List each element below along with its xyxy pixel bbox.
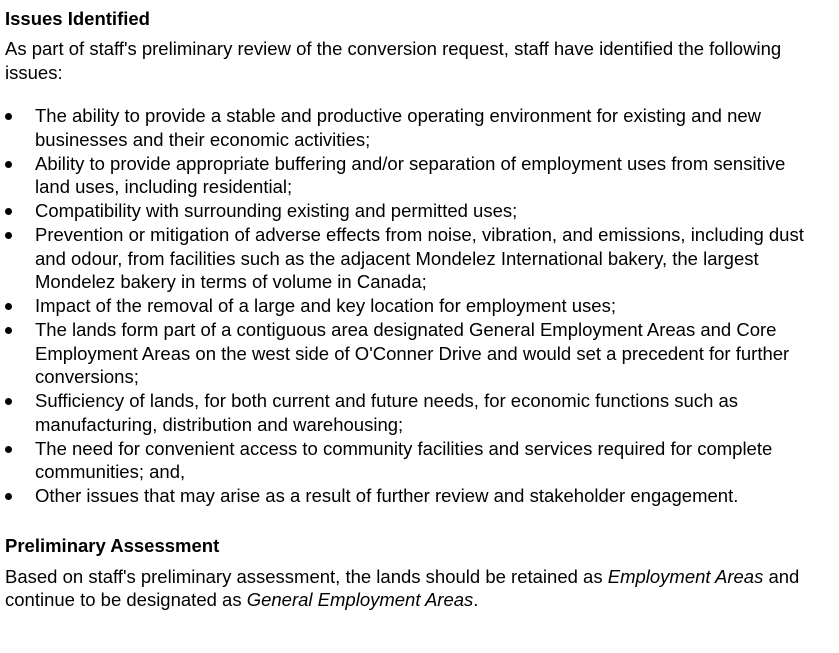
bullet-icon (5, 398, 12, 405)
assessment-text-3: . (473, 589, 479, 610)
list-item-text: The need for convenient access to community facilities and services required for complete communities; and, (35, 437, 773, 482)
issues-list (5, 104, 825, 508)
assessment-emphasis-general-employment-areas: General Employment Areas (246, 589, 474, 610)
list-item (5, 199, 825, 223)
assessment-paragraph (5, 565, 825, 612)
list-item-text: The lands form part of a contiguous area designated General Employment Areas and Core Employment Areas on the west side of O'Conner Drive and would set a precedent for further conversions; (35, 319, 790, 387)
list-item (5, 318, 825, 389)
list-item (5, 152, 825, 199)
list-item (5, 484, 825, 508)
list-item (5, 294, 825, 318)
bullet-icon (5, 161, 12, 168)
list-item-text: Impact of the removal of a large and key location for employment uses; (35, 295, 616, 316)
preliminary-assessment-heading: Preliminary Assessment (5, 534, 220, 556)
assessment-emphasis-employment-areas: Employment Areas (607, 565, 764, 587)
list-item-text: Ability to provide appropriate buffering and/or separation of employment uses from sensitive land uses, including residential; (35, 152, 786, 197)
list-item-text: Other issues that may arise as a result of further review and stakeholder engagement. (35, 485, 739, 506)
list-item (5, 389, 825, 436)
list-item-text: Compatibility with surrounding existing and permitted uses; (35, 200, 518, 221)
list-item (5, 437, 825, 484)
assessment-text-2: and continue to be designated as (5, 565, 800, 610)
issues-identified-heading: Issues Identified (5, 8, 150, 29)
bullet-icon (5, 208, 12, 215)
list-item-text: The ability to provide a stable and productive operating environment for existing and new businesses and their economic activities; (35, 105, 762, 150)
document-page (5, 7, 825, 612)
issues-intro-paragraph: As part of staff's preliminary review of the conversion request, staff have identified the following issues: (5, 38, 782, 83)
list-item-text: Prevention or mitigation of adverse effects from noise, vibration, and emissions, including dust and odour, from facilities such as the adjacent Mondelez International bakery, the largest Mondelez bakery in terms of volume in Canada; (35, 224, 804, 292)
bullet-icon (5, 303, 12, 310)
list-item (5, 223, 825, 294)
bullet-icon (5, 327, 12, 334)
assessment-text-1: Based on staff's preliminary assessment, the lands should be retained as (5, 565, 608, 587)
list-item (5, 104, 825, 151)
bullet-icon (5, 493, 12, 500)
bullet-icon (5, 446, 12, 453)
bullet-icon (5, 232, 12, 239)
bullet-icon (5, 113, 12, 120)
list-item-text: Sufficiency of lands, for both current and future needs, for economic functions such as manufacturing, distribution and warehousing; (35, 390, 739, 435)
